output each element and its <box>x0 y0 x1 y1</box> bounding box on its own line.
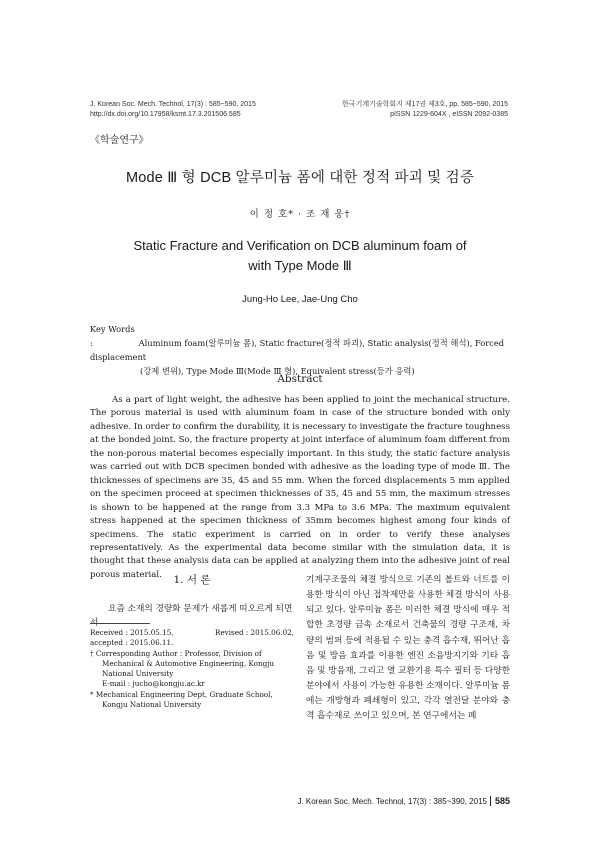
abstract-body <box>90 394 510 582</box>
corresponding-author-university: National University <box>102 669 174 679</box>
coauthor-university: Kongju National University <box>102 700 202 710</box>
revised-date: Revised : 2015.06.02, <box>215 628 294 637</box>
english-title-line1: Static Fracture and Verification on DCB aluminum foam of <box>133 238 467 253</box>
received-date: Received : 2015.05.15, <box>90 628 174 637</box>
abstract-title: Abstract <box>277 373 323 385</box>
coauthor-affiliation: * Mechanical Engineering Dept, Graduate School, <box>90 689 273 699</box>
footer-citation: J. Korean Soc. Mech. Technol, 17(3) : 385~390, 2015 <box>297 797 487 806</box>
journal-citation-korean: 한국기계기술학회지 제17권 제3호, pp. 585~590, 2015 <box>342 101 508 108</box>
korean-authors: 이 정 호* · 조 재 웅† <box>249 209 351 220</box>
abstract-paragraph: As a part of light weight, the adhesive has been applied to joint the mechanical structure. The porous material is used with aluminum foam in case of the structure bonded with only adhesive. In order to confirm the durability, it is necessary to investigate the fracture toughness at the bonded joint. So, the fracture property at joint interface of aluminum foam different from the non-porous material becomes especially important. In this study, the static facture analysis was carried out with DCB specimen bonded with adhesive as the loading type of mode Ⅲ. The thicknesses of specimens are 35, 45 and 55 mm. When the forced displacements 5 mm applied on the specimen proceed at specimen thicknesses of 35, 45 and 55 mm, the maximum stresses is shown to be happened at the range from 3.3 MPa to 3.6 MPa. The maximum equivalent stress happened at the specimen thickness of 35mm becomes highest among four kinds of specimens. The static experiment is carried on in order to verify these analyses representatively. As the experimental data become similar with the simulation data, it is thought that these analysis data can be applied at analyzing them into the adhesive joint of real porous material. <box>90 395 510 580</box>
page-number: 585 <box>490 796 510 806</box>
english-title <box>120 236 480 276</box>
section-tag: 《학술연구》 <box>90 135 149 146</box>
english-title-line2: with Type Mode Ⅲ <box>248 258 352 273</box>
corresponding-author-affiliation: Mechanical & Automotive Engineering, Kongju <box>102 658 275 668</box>
english-authors: Jung-Ho Lee, Jae-Ung Cho <box>242 294 358 305</box>
doi-link[interactable]: http://dx.doi.org/10.17958/ksmt.17.3.201506.585 <box>90 111 241 118</box>
running-header-left <box>90 100 256 120</box>
corresponding-author: † Corresponding Author : Professor, Division of <box>90 648 262 658</box>
keywords-line2: (강제 변위), Type Mode Ⅲ(Mode Ⅲ 형), Equivalent stress(등가 응력) <box>140 366 415 376</box>
accepted-date: accepted : 2015.06.11. <box>90 638 174 648</box>
running-header-right <box>342 100 508 120</box>
keywords-line1: Aluminum foam(알루미늄 폼), Static fracture(정적 파괴), Static analysis(정적 해석), Forced displacement <box>90 338 505 362</box>
journal-citation: J. Korean Soc. Mech. Technol, 17(3) : 585~590, 2015 <box>90 101 256 108</box>
keywords <box>90 322 510 378</box>
footnotes <box>90 628 294 710</box>
keywords-label: Key Words : <box>90 324 135 348</box>
introduction-right-column: 기계구조물의 체결 방식으로 기존의 볼트와 너트를 이용한 방식이 아닌 접착제만을 사용한 체결 방식이 사용되고 있다. 알루미늄 폼은 이러한 체결 방식에 매우 적합한 초경량 금속 소재로서 건축물의 경량 구조재, 차량의 범퍼 등에 적용될 수 있는 충격 흡수재, 뛰어난 흡음 및 방음 효과를 이용한 엔진 소음방지기와 기타 흡음 및 방음재, 그리고 열 교환기용 특수 필터 등 다양한 분야에서 사용이 가능한 유용한 소재이다. 알루미늄 폼에는 개방형과 폐쇄형이 있고, 각각 열전달 분야와 충격 흡수재로 쓰이고 있으며, 본 연구에서는 폐 <box>306 575 510 722</box>
issn: pISSN 1229-604X , eISSN 2092-0385 <box>390 111 508 118</box>
korean-title: Mode Ⅲ 형 DCB 알루미늄 폼에 대한 정적 파괴 및 검증 <box>125 170 475 186</box>
section-heading-introduction: 1. 서 론 <box>173 574 211 586</box>
introduction-first-line: 요즘 소재의 경량화 문제가 새롭게 띠오르게 되면서 <box>90 604 293 628</box>
corresponding-author-email[interactable]: E-mail : jucho@kongju.ac.kr <box>102 679 205 689</box>
footnote-divider <box>90 623 150 624</box>
page-footer <box>297 796 510 806</box>
